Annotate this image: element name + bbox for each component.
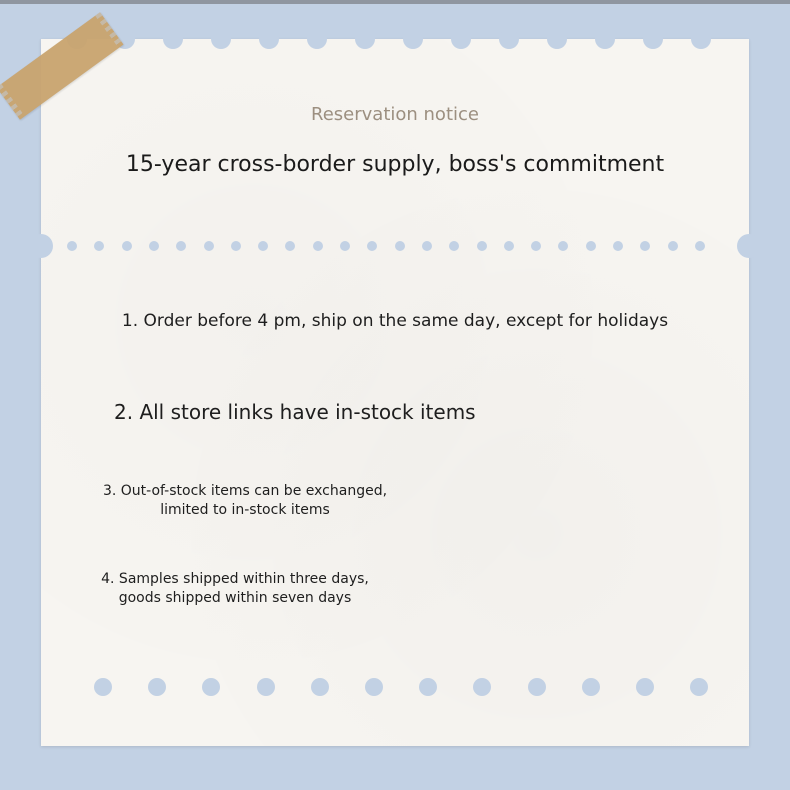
perforation-dot-large: [94, 678, 112, 696]
perforation-dot: [204, 241, 214, 251]
perforation-dot-large: [311, 678, 329, 696]
notice-subtitle: Reservation notice: [311, 104, 479, 125]
perforation-dot: [258, 241, 268, 251]
perforation-dot: [558, 241, 568, 251]
notice-item-3: 3. Out-of-stock items can be exchanged, limited to in-stock items: [102, 483, 388, 518]
perforation-dot: [313, 241, 323, 251]
perforation-dot: [586, 241, 596, 251]
perforation-dot: [477, 241, 487, 251]
perforation-dot: [176, 241, 186, 251]
top-border: [0, 0, 790, 4]
perforation-dot: [531, 241, 541, 251]
paper-scallop: [163, 29, 183, 49]
perforation-dot: [285, 241, 295, 251]
paper-scallop: [691, 29, 711, 49]
perforation-dot: [422, 241, 432, 251]
paper-scallop: [307, 29, 327, 49]
perforation-dot: [94, 241, 104, 251]
perforation-dot: [395, 241, 405, 251]
perforation-dot-large: [419, 678, 437, 696]
perforation-dot: [367, 241, 377, 251]
paper-scallop: [643, 29, 663, 49]
paper-scallop: [451, 29, 471, 49]
paper-scallop: [595, 29, 615, 49]
perforation-dot-large: [473, 678, 491, 696]
perforation-dot-large: [365, 678, 383, 696]
perforation-dot: [613, 241, 623, 251]
perforation-dot: [504, 241, 514, 251]
perforation-dot: [231, 241, 241, 251]
notice-item-4: 4. Samples shipped within three days, goods shipped within seven days: [101, 571, 369, 606]
notice-item-2: 2. All store links have in-stock items: [114, 400, 476, 424]
perforation-dot: [122, 241, 132, 251]
perforation-dot: [67, 241, 77, 251]
perforation-dot-large: [636, 678, 654, 696]
paper-scallop: [355, 29, 375, 49]
notice-card: [41, 39, 749, 746]
notice-headline: 15-year cross-border supply, boss's commitment: [125, 152, 665, 177]
perforation-dot-large: [202, 678, 220, 696]
notice-item-1: 1. Order before 4 pm, ship on the same day, except for holidays: [121, 311, 669, 331]
perforation-dot: [340, 241, 350, 251]
perforation-dot-large: [257, 678, 275, 696]
perforation-dot: [149, 241, 159, 251]
perforation-dot-large: [582, 678, 600, 696]
perforation-dot: [695, 241, 705, 251]
paper-scallop: [499, 29, 519, 49]
perforation-dot-large: [528, 678, 546, 696]
perforation-dot: [668, 241, 678, 251]
paper-scallop: [259, 29, 279, 49]
paper-notch-right: [737, 234, 761, 258]
paper-scallop: [403, 29, 423, 49]
perforation-dot: [640, 241, 650, 251]
paper-notch-left: [29, 234, 53, 258]
paper-scallop: [547, 29, 567, 49]
perforation-dot: [449, 241, 459, 251]
paper-scallop: [211, 29, 231, 49]
perforation-dot-large: [690, 678, 708, 696]
perforation-dot-large: [148, 678, 166, 696]
